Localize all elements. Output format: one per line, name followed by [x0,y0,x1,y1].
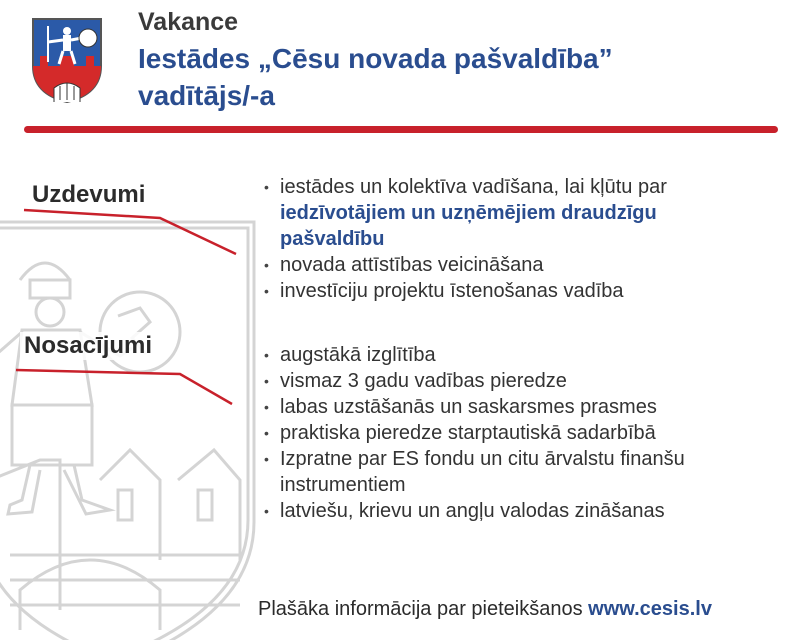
list-item: • praktiska pieredze starptautiskā sadarbībā [262,420,732,446]
list-item: • Izpratne par ES fondu un citu ārvalstu finanšu instrumentiem [262,446,732,498]
page-title [138,40,778,114]
requirements-section-label: Nosacījumi [20,332,156,360]
page-title-line-1: Iestādes „Cēsu novada pašvaldība” [138,43,613,74]
list-item: • novada attīstības veicināšana [262,252,742,278]
header-divider [24,126,778,133]
list-item: • latviešu, krievu un angļu valodas zināšanas [262,498,732,524]
list-item: • investīciju projektu īstenošanas vadība [262,278,742,304]
list-item: • vismaz 3 gadu vadības pieredze [262,368,732,394]
tasks-list [262,174,742,304]
list-item: • labas uzstāšanās un saskarsmes prasmes [262,394,732,420]
list-item: • augstākā izglītība [262,342,732,368]
footer-text: Plašāka informācija par pieteikšanos [258,598,589,620]
page-title-line-2: vadītājs/-a [138,80,275,111]
tasks-section-label: Uzdevumi [28,181,149,209]
website-link[interactable]: www.cesis.lv [588,598,712,620]
list-item [262,174,742,252]
requirements-list [262,342,732,524]
coat-of-arms-logo [30,16,104,104]
vacancy-label: Vakance [138,8,239,36]
coat-of-arms-watermark [0,160,260,640]
highlighted-text: iedzīvotājiem un uzņēmējiem draudzīgu pašvaldību [280,202,657,250]
list-item-text: iestādes un kolektīva vadīšana, lai kļūtu par [280,176,667,198]
footer-info [258,598,712,621]
